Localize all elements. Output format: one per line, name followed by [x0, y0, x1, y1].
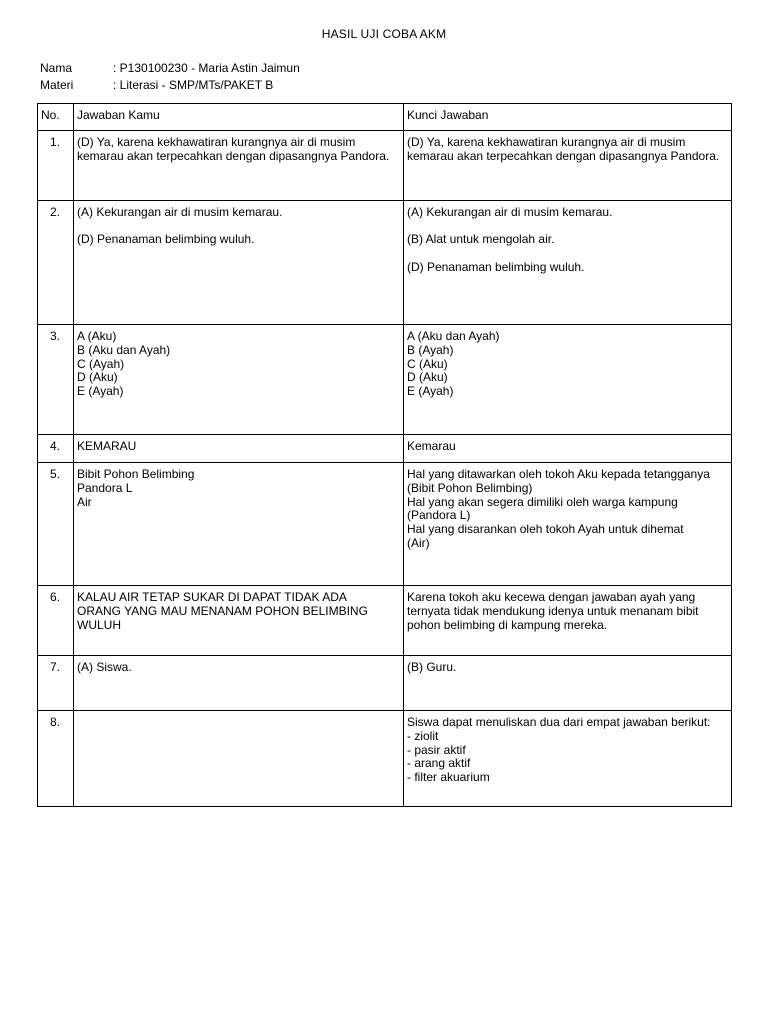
key-line: Hal yang disarankan oleh tokoh Ayah untuk dihemat: [407, 522, 684, 537]
your-answer-cell: [74, 435, 404, 463]
row-number: 5.: [38, 463, 74, 586]
table-row: [38, 435, 732, 463]
answer-key-cell: [404, 711, 732, 807]
answer-line: B (Aku dan Ayah): [77, 342, 171, 357]
table-row: [38, 463, 732, 586]
key-line: kemarau akan terpecahkan dengan dipasangnya Pandora.: [407, 148, 720, 163]
header-number: No.: [38, 104, 74, 131]
table-row: [38, 325, 732, 435]
table-header-row: [38, 104, 732, 131]
key-line: (Air): [407, 535, 430, 550]
key-line: Kemarau: [407, 439, 456, 453]
key-line: Hal yang ditawarkan oleh tokoh Aku kepada tetangganya: [407, 467, 710, 481]
answer-line: KEMARAU: [77, 439, 137, 453]
row-number: 3.: [38, 325, 74, 435]
your-answer-cell: [74, 463, 404, 586]
answer-key-cell: [404, 201, 732, 325]
answer-line: (D) Ya, karena kekhawatiran kurangnya air di musim: [77, 135, 356, 149]
your-answer-cell: [74, 711, 404, 807]
your-answer-cell: [74, 201, 404, 325]
key-line: (Bibit Pohon Belimbing): [407, 480, 533, 495]
subject-value: : Literasi - SMP/MTs/PAKET B: [113, 78, 274, 92]
table-row: [38, 586, 732, 656]
table-row: [38, 656, 732, 711]
key-line: (D) Ya, karena kekhawatiran kurangnya air di musim: [407, 135, 686, 149]
answer-key-cell: [404, 435, 732, 463]
key-line: Siswa dapat menuliskan dua dari empat jawaban berikut:: [407, 715, 711, 729]
row-number: 2.: [38, 201, 74, 325]
student-name-row: [40, 61, 300, 75]
answer-line: C (Ayah): [77, 356, 125, 371]
key-line: - arang aktif: [407, 756, 471, 771]
answer-line: WULUH: [77, 617, 121, 632]
key-line: - filter akuarium: [407, 770, 490, 785]
answer-key-cell: [404, 325, 732, 435]
answer-line: Pandora L: [77, 480, 133, 495]
key-line: B (Ayah): [407, 342, 454, 357]
answer-key-cell: [404, 586, 732, 656]
your-answer-cell: [74, 325, 404, 435]
row-number: 7.: [38, 656, 74, 711]
header-your-answer: Jawaban Kamu: [74, 104, 404, 131]
answer-line: (A) Kekurangan air di musim kemarau.: [77, 205, 283, 219]
your-answer-cell: [74, 586, 404, 656]
row-number: 6.: [38, 586, 74, 656]
answer-key-cell: [404, 656, 732, 711]
key-line: D (Aku): [407, 370, 448, 385]
answer-key-cell: [404, 463, 732, 586]
key-line: - pasir aktif: [407, 742, 466, 757]
answer-line: A (Aku): [77, 329, 117, 343]
your-answer-cell: [74, 656, 404, 711]
key-line: (D) Penanaman belimbing wuluh.: [407, 259, 585, 274]
answer-key-cell: [404, 131, 732, 201]
subject-row: [40, 78, 273, 92]
name-label: Nama: [40, 61, 73, 75]
table-row: [38, 201, 732, 325]
answer-line: kemarau akan terpecahkan dengan dipasangnya Pandora.: [77, 148, 390, 163]
key-line: (Pandora L): [407, 508, 471, 523]
key-line: - ziolit: [407, 728, 439, 743]
document-title: HASIL UJI COBA AKM: [321, 27, 447, 41]
row-number: 8.: [38, 711, 74, 807]
results-table: [37, 103, 732, 807]
answer-line: ORANG YANG MAU MENANAM POHON BELIMBING: [77, 603, 368, 618]
answer-line: D (Aku): [77, 370, 118, 385]
key-line: Karena tokoh aku kecewa dengan jawaban ayah yang: [407, 590, 696, 604]
key-line: E (Ayah): [407, 384, 454, 399]
your-answer-cell: [74, 131, 404, 201]
answer-line: (D) Penanaman belimbing wuluh.: [77, 232, 255, 247]
key-line: Hal yang akan segera dimiliki oleh warga kampung: [407, 494, 678, 509]
key-line: pohon belimbing di kampung mereka.: [407, 617, 608, 632]
key-line: ternyata tidak mendukung idenya untuk menanam bibit: [407, 603, 699, 618]
answer-line: Air: [77, 494, 92, 509]
key-line: (B) Alat untuk mengolah air.: [407, 232, 555, 247]
answer-line: (A) Siswa.: [77, 660, 132, 674]
name-value: : P130100230 - Maria Astin Jaimun: [113, 61, 300, 75]
table-row: [38, 131, 732, 201]
row-number: 4.: [38, 435, 74, 463]
subject-label: Materi: [40, 78, 74, 92]
header-answer-key: Kunci Jawaban: [404, 104, 732, 131]
key-line: (B) Guru.: [407, 660, 457, 674]
key-line: (A) Kekurangan air di musim kemarau.: [407, 205, 613, 219]
table-row: [38, 711, 732, 807]
answer-line: E (Ayah): [77, 384, 124, 399]
answer-line: Bibit Pohon Belimbing: [77, 467, 195, 481]
key-line: A (Aku dan Ayah): [407, 329, 500, 343]
key-line: C (Aku): [407, 356, 448, 371]
answer-line: KALAU AIR TETAP SUKAR DI DAPAT TIDAK ADA: [77, 590, 347, 604]
row-number: 1.: [38, 131, 74, 201]
